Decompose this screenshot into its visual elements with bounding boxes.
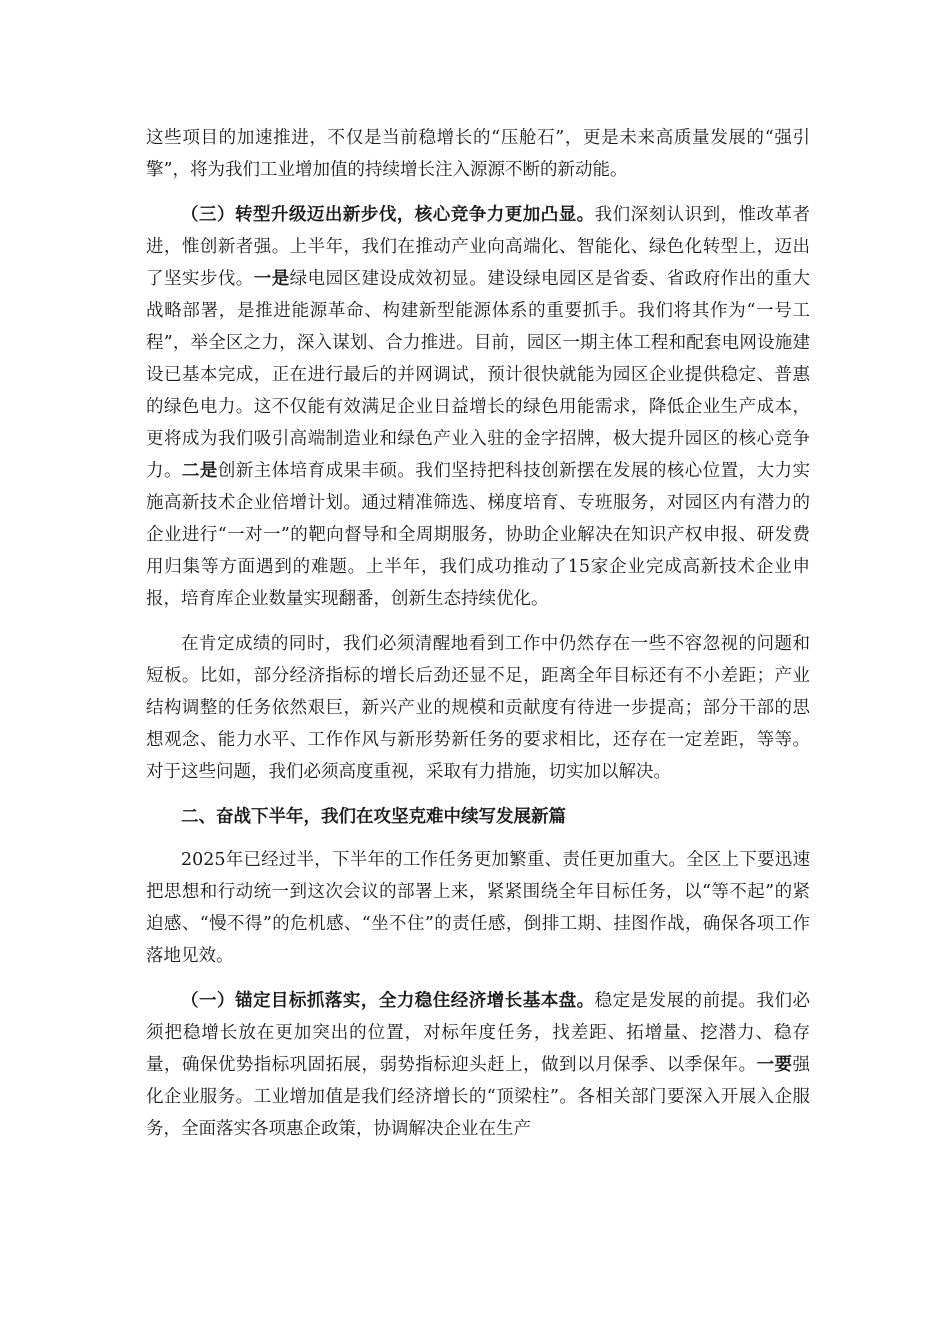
paragraph-text: 绿电园区建设成效初显。建设绿电园区是省委、省政府作出的重大战略部署，是推进能源革命、构建新型能源体系的重要抓手。我们将其作为“一号工程”，举全区之力，深入谋划、合力推进。目前，园区一期主体工程和配套电网设施建设已基本完成，正在进行最后的并网调试，预计很快就能为园区企业提供稳定、普惠的绿色电力。这不仅能有效满足企业日益增长的绿色用能需求，降低企业生产成本，更将成为我们吸引高端制造业和绿色产业入驻的金字招牌，极大提升园区的核心竞争力。 (146, 269, 811, 481)
paragraph-second-half: 2025年已经过半，下半年的工作任务更加繁重、责任更加重大。全区上下要迅速把思想和行动统一到这次会议的部署上来，紧紧围绕全年目标任务，以“等不起”的紧迫感、“慢不得”的危机感、“坐不住”的责任感，倒排工期、挂图作战，确保各项工作落地见效。 (146, 850, 810, 966)
keyword-first: 一是 (253, 269, 290, 289)
keyword-first-need: 一要 (756, 1055, 793, 1075)
paragraph-text: 强化企业服务。工业增加值是我们经济增长的“顶梁柱”。各相关部门要深入开展入企服务，全面落实各项惠企政策，协调解决企业在生产 (146, 1055, 811, 1139)
paragraph-text: 稳定是发展的前提。我们必须把稳增长放在更加突出的位置，对标年度任务，找差距、拓增量、挖潜力、稳存量，确保优势指标巩固拓展，弱势指标迎头赶上，做到以月保季、以季保年。 (146, 991, 811, 1075)
section-heading-text: 二、奋战下半年，我们在攻坚克难中续写发展新篇 (181, 807, 566, 827)
section-heading (146, 801, 810, 833)
paragraph-text: 我们深刻认识到，惟改革者进，惟创新者强。上半年，我们在推动产业向高端化、智能化、绿色化转型上，迈出了坚实步伐。 (146, 205, 811, 289)
subheading-transformation: （三）转型升级迈出新步伐，核心竞争力更加凸显。 (181, 205, 595, 225)
paragraph-transformation (146, 199, 810, 615)
paragraph-projects-continued: 这些项目的加速推进，不仅是当前稳增长的“压舱石”，更是未来高质量发展的“强引擎”，将为我们工业增加值的持续增长注入源源不断的新动能。 (146, 128, 810, 180)
paragraph-text: 创新主体培育成果丰硕。我们坚持把科技创新摆在发展的核心位置，大力实施高新技术企业倍增计划。通过精准筛选、梯度培育、专班服务，对园区内有潜力的企业进行“一对一”的靶向督导和全周期服务，协助企业解决在知识产权申报、研发费用归集等方面遇到的难题。上半年，我们成功推动了15家企业完成高新技术企业申报，培育库企业数量实现翻番，创新生态持续优化。 (146, 461, 811, 609)
keyword-second: 二是 (181, 461, 218, 481)
paragraph-targets (146, 985, 810, 1145)
paragraph-problems: 在肯定成绩的同时，我们必须清醒地看到工作中仍然存在一些不容忽视的问题和短板。比如，部分经济指标的增长后劲还显不足，距离全年目标还有不小差距；产业结构调整的任务依然艰巨，新兴产业的规模和贡献度有待进一步提高；部分干部的思想观念、能力水平、工作作风与新形势新任务的要求相比，还存在一定差距，等等。对于这些问题，我们必须高度重视，采取有力措施，切实加以解决。 (146, 634, 810, 782)
subheading-targets: （一）锚定目标抓落实，全力稳住经济增长基本盘。 (181, 991, 595, 1011)
